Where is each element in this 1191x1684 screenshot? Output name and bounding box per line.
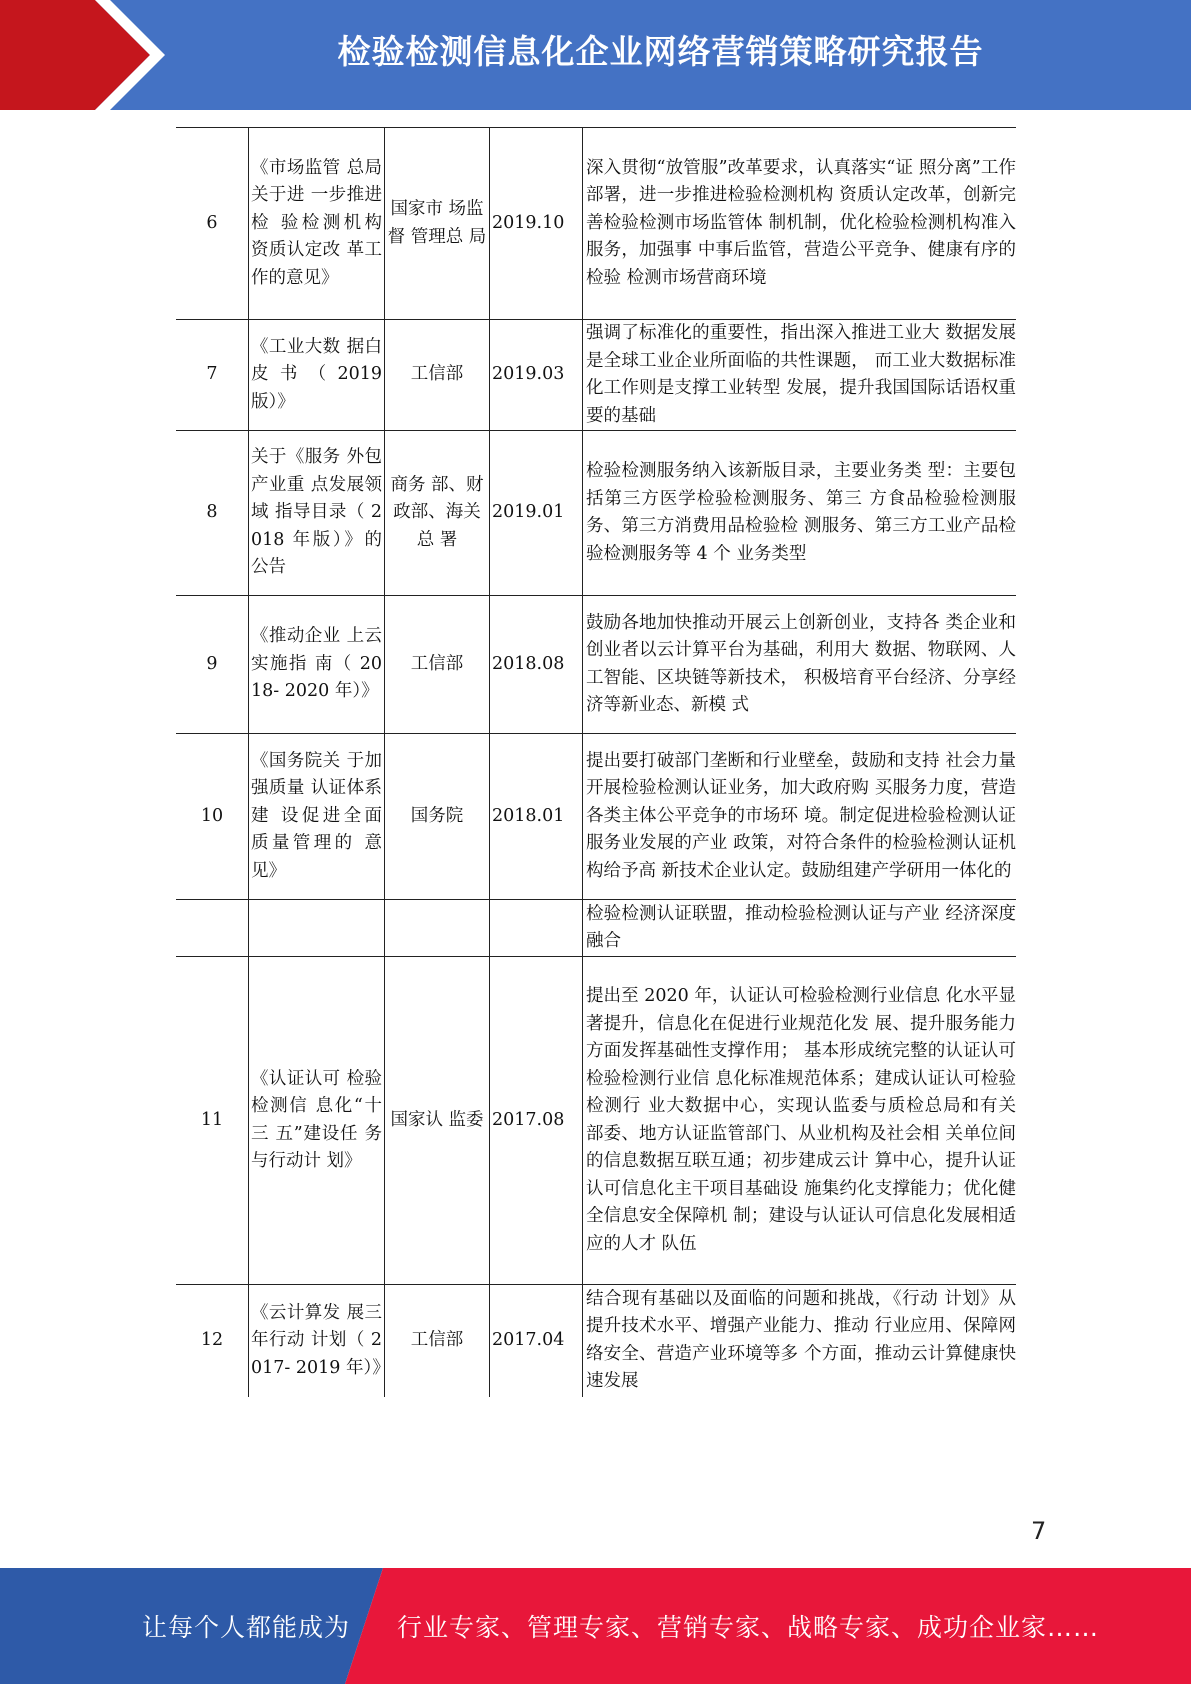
row-number: 12 [176, 1285, 249, 1397]
policy-description: 深入贯彻“放管服”改革要求，认真落实“证 照分离”工作部署，进一步推进检验检测机构 资质认定改革，创新完善检验检测市场监管体 制机制，优化检验检测机构准入服务，加强事 中事后监管，营造公平竞争、健康有序的检验 检测市场营商环境 [583, 128, 1017, 320]
policy-description: 检验检测认证联盟，推动检验检测认证与产业 经济深度融合 [583, 900, 1017, 957]
issue-date: 2019.10 [490, 128, 583, 320]
policy-description: 强调了标准化的重要性，指出深入推进工业大 数据发展是全球工业企业所面临的共性课题， 而工业大数据标准化工作则是支撑工业转型 发展，提升我国国际话语权重要的基础 [583, 320, 1017, 431]
issue-date: 2019.03 [490, 320, 583, 431]
page-header [0, 0, 1191, 110]
policy-name: 《市场监管 总局关于进 一步推进检 验检测机构 资质认定改 革工作的意见》 [249, 128, 385, 320]
issue-date: 2018.08 [490, 596, 583, 734]
policy-name: 《国务院关 于加强质量 认证体系建 设促进全面 质量管理的 意见》 [249, 734, 385, 900]
issuing-department: 工信部 [385, 1285, 490, 1397]
policy-name: 《工业大数 据白皮书（2019 版）》 [249, 320, 385, 431]
policy-description: 结合现有基础以及面临的问题和挑战，《行动 计划》从提升技术水平、增强产业能力、推动 行业应用、保障网络安全、营造产业环境等多 个方面，推动云计算健康快速发展 [583, 1285, 1017, 1397]
table-row [176, 431, 1016, 596]
policy-name: 《云计算发 展三年行动 计划（ 2017- 2019 年）》 [249, 1285, 385, 1397]
row-number: 9 [176, 596, 249, 734]
table-row [176, 596, 1016, 734]
page-footer [0, 1568, 1191, 1684]
issue-date: 2017.04 [490, 1285, 583, 1397]
policy-name: 《推动企业 上云实施指 南（ 2018- 2020 年）》 [249, 596, 385, 734]
row-number: 11 [176, 957, 249, 1285]
issuing-department: 工信部 [385, 596, 490, 734]
policy-name: 关于《服务 外包产业重 点发展领域 指导目录（ 2018 年版）》的公告 [249, 431, 385, 596]
policy-description: 鼓励各地加快推动开展云上创新创业，支持各 类企业和创业者以云计算平台为基础，利用大 数据、物联网、人工智能、区块链等新技术， 积极培育平台经济、分享经济等新业态、新模 式 [583, 596, 1017, 734]
policy-description: 检验检测服务纳入该新版目录，主要业务类 型：主要包括第三方医学检验检测服务、第三 方食品检验检测服务、第三方消费用品检验检 测服务、第三方工业产品检验检测服务等 4 个 业务类型 [583, 431, 1017, 596]
footer-slogan-right: 行业专家、管理专家、营销专家、战略专家、成功企业家…… [397, 1613, 1100, 1642]
policy-name: 《认证认可 检验检测信 息化“十三 五”建设任 务与行动计 划》 [249, 957, 385, 1285]
policy-description: 提出要打破部门垄断和行业壁垒，鼓励和支持 社会力量开展检验检测认证业务，加大政府购 买服务力度，营造各类主体公平竞争的市场环 境。制定促进检验检测认证服务业发展的产业 政策，对符合条件的检验检测认证机构给予高 新技术企业认定。鼓励组建产学研用一体化的 [583, 734, 1017, 900]
table-row [176, 900, 1016, 957]
issue-date: 2019.01 [490, 431, 583, 596]
issuing-department [385, 900, 490, 957]
page-number: 7 [1031, 1517, 1047, 1545]
issuing-department: 国家认 监委 [385, 957, 490, 1285]
issuing-department: 国家市 场监督 管理总 局 [385, 128, 490, 320]
policy-description: 提出至 2020 年，认证认可检验检测行业信息 化水平显著提升，信息化在促进行业规范化发 展、提升服务能力方面发挥基础性支撑作用； 基本形成统完整的认证认可检验检测行业信 息化标准规范体系；建成认证认可检验检测行 业大数据中心，实现认监委与质检总局和有关 部委、地方认证监管部门、从业机构及社会相 关单位间的信息数据互联互通；初步建成云计 算中心，提升认证认可信息化主干项目基础设 施集约化支撑能力；优化健全信息安全保障机 制；建设与认证认可信息化发展相适应的人才 队伍 [583, 957, 1017, 1285]
footer-slogan-left: 让每个人都能成为 [142, 1613, 351, 1642]
row-number: 10 [176, 734, 249, 900]
row-number: 8 [176, 431, 249, 596]
table-row [176, 128, 1016, 320]
table-row [176, 320, 1016, 431]
row-number [176, 900, 249, 957]
table-row [176, 957, 1016, 1285]
issuing-department: 商务 部、财 政部、海关总 署 [385, 431, 490, 596]
issue-date: 2017.08 [490, 957, 583, 1285]
table-row [176, 1285, 1016, 1397]
issuing-department: 工信部 [385, 320, 490, 431]
report-title: 检验检测信息化企业网络营销策略研究报告 [337, 32, 984, 71]
table-row [176, 734, 1016, 900]
issuing-department: 国务院 [385, 734, 490, 900]
row-number: 7 [176, 320, 249, 431]
issue-date [490, 900, 583, 957]
row-number: 6 [176, 128, 249, 320]
policy-name [249, 900, 385, 957]
policy-table [176, 127, 1016, 1397]
issue-date: 2018.01 [490, 734, 583, 900]
